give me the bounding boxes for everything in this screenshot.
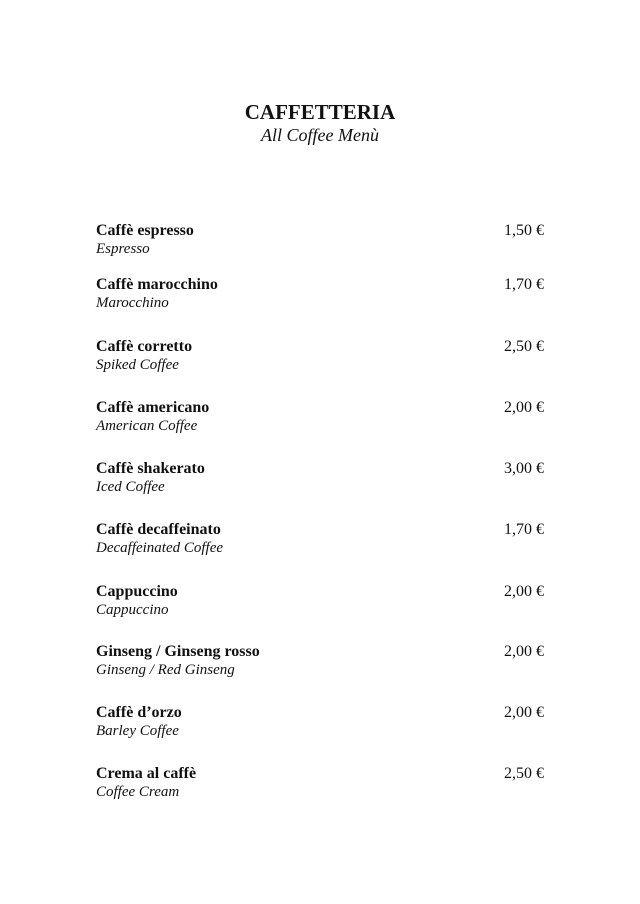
menu-item bbox=[96, 275, 546, 313]
menu-item bbox=[96, 398, 546, 436]
item-name: Caffè americano bbox=[96, 399, 210, 416]
item-price: 1,70 € bbox=[504, 276, 544, 293]
item-price: 2,00 € bbox=[504, 643, 544, 660]
item-price: 2,50 € bbox=[504, 765, 544, 782]
menu-item bbox=[96, 642, 546, 680]
item-price: 3,00 € bbox=[504, 460, 544, 477]
item-price: 2,00 € bbox=[504, 583, 544, 600]
item-name: Caffè espresso bbox=[96, 222, 194, 239]
item-name: Caffè marocchino bbox=[96, 276, 218, 293]
item-name: Cappuccino bbox=[96, 583, 178, 600]
item-translation: American Coffee bbox=[96, 418, 198, 434]
item-translation: Iced Coffee bbox=[96, 479, 165, 495]
item-price: 1,50 € bbox=[504, 222, 544, 239]
menu-item bbox=[96, 520, 546, 558]
item-name: Caffè shakerato bbox=[96, 460, 205, 477]
menu-item bbox=[96, 582, 546, 620]
menu-title: CAFFETTERIA bbox=[244, 100, 396, 124]
item-translation: Barley Coffee bbox=[96, 723, 179, 739]
item-name: Crema al caffè bbox=[96, 765, 197, 782]
menu-item bbox=[96, 337, 546, 375]
item-name: Caffè decaffeinato bbox=[96, 521, 221, 538]
menu-subtitle: All Coffee Menù bbox=[261, 125, 379, 145]
item-price: 2,00 € bbox=[504, 399, 544, 416]
item-translation: Spiked Coffee bbox=[96, 357, 179, 373]
item-name: Caffè d’orzo bbox=[96, 704, 182, 721]
item-translation: Cappuccino bbox=[96, 602, 169, 618]
menu-item bbox=[96, 764, 546, 802]
item-translation: Coffee Cream bbox=[96, 784, 180, 800]
menu-item bbox=[96, 459, 546, 497]
item-name: Ginseng / Ginseng rosso bbox=[96, 643, 260, 660]
item-translation: Ginseng / Red Ginseng bbox=[96, 662, 235, 678]
item-name: Caffè corretto bbox=[96, 338, 193, 355]
item-price: 2,00 € bbox=[504, 704, 544, 721]
item-price: 2,50 € bbox=[504, 338, 544, 355]
item-translation: Decaffeinated Coffee bbox=[96, 540, 224, 556]
menu-item bbox=[96, 703, 546, 741]
item-price: 1,70 € bbox=[504, 521, 544, 538]
item-translation: Espresso bbox=[96, 241, 150, 257]
item-translation: Marocchino bbox=[96, 295, 169, 311]
menu-item bbox=[96, 221, 546, 259]
